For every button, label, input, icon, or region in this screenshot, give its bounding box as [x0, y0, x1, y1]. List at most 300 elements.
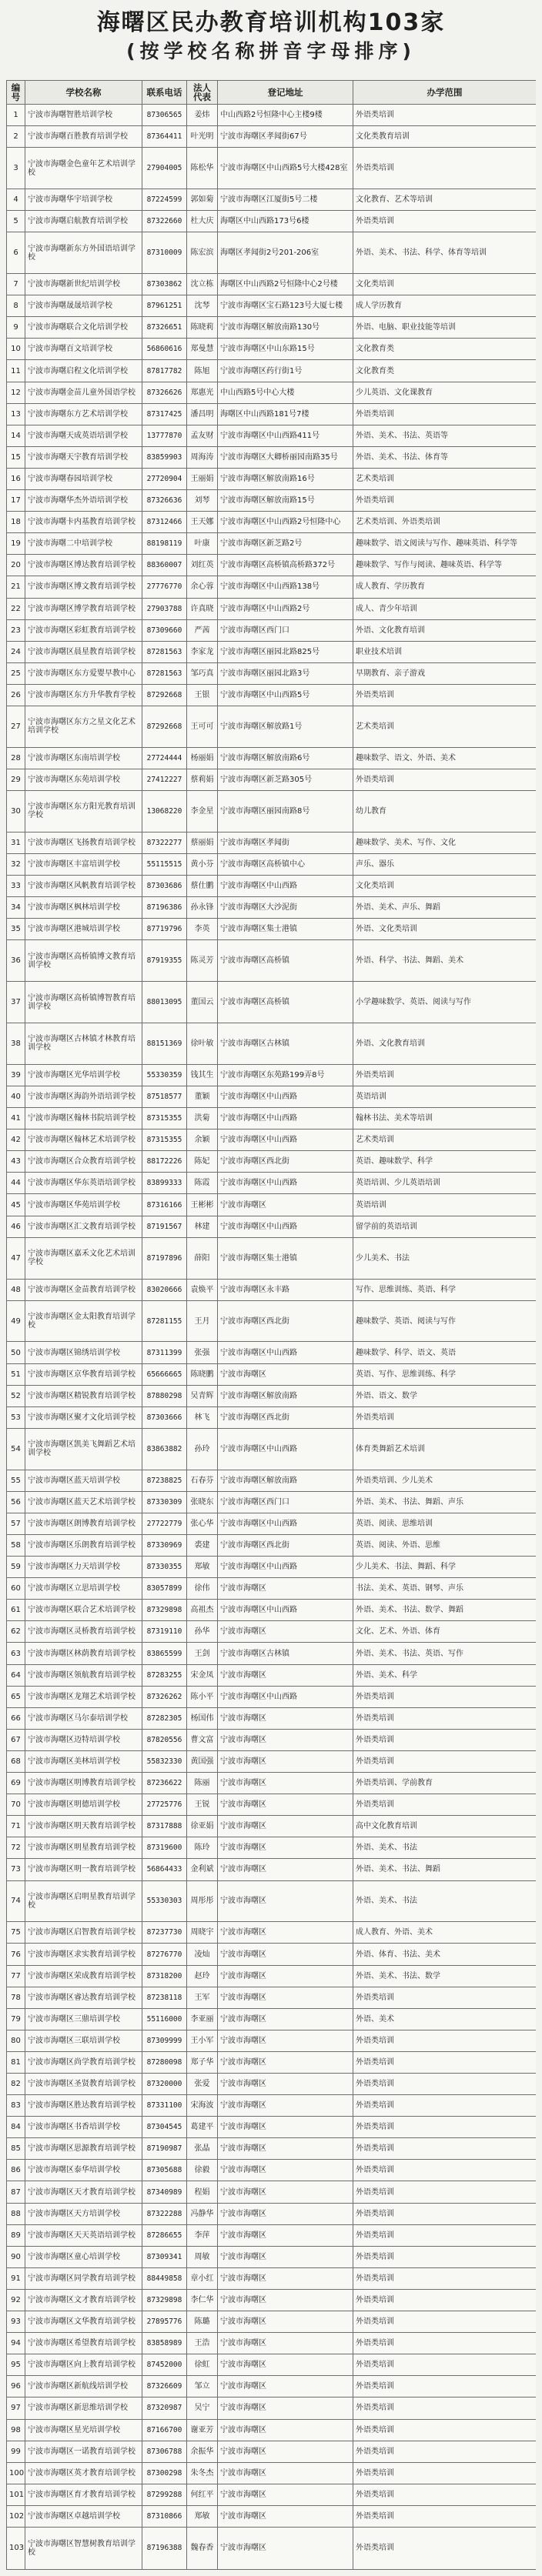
- table-row: [7, 2376, 537, 2397]
- cell-number: 81: [7, 2051, 25, 2073]
- cell-school-name: 宁波市海曙区光华培训学校: [25, 1064, 142, 1086]
- table-row: [7, 2224, 537, 2246]
- table-body: [7, 105, 537, 2570]
- cell-address: 中山西路2号恒隆中心主楼9楼: [218, 105, 353, 126]
- cell-number: 8: [7, 295, 25, 317]
- cell-school-name: 宁波市海曙区泰华培训学校: [25, 2160, 142, 2181]
- cell-number: 95: [7, 2354, 25, 2376]
- table-row: [7, 940, 537, 982]
- table-row: [7, 1064, 537, 1086]
- cell-legal-rep: 沈立栋: [187, 274, 218, 295]
- cell-address: 宁波市海曙区: [218, 2051, 353, 2073]
- cell-number: 33: [7, 876, 25, 897]
- table-row: [7, 360, 537, 382]
- table-row: [7, 2181, 537, 2203]
- cell-phone: 87196386: [142, 897, 187, 919]
- cell-address: 宁波市海曙区: [218, 2397, 353, 2419]
- cell-scope: 外语、美术、书法: [353, 1880, 537, 1922]
- cell-phone: 87310009: [142, 232, 187, 274]
- cell-school-name: 宁波市海曙区华苑培训学校: [25, 1194, 142, 1216]
- cell-phone: 87300298: [142, 2462, 187, 2484]
- cell-phone: 87364411: [142, 126, 187, 148]
- cell-legal-rep: 张晶: [187, 2138, 218, 2160]
- table-row: [7, 1385, 537, 1406]
- cell-phone: 87329898: [142, 1600, 187, 1621]
- header-legal-rep: 法人代表: [187, 81, 218, 105]
- cell-address: 宁波市海曙区古林镇: [218, 1643, 353, 1664]
- cell-number: 52: [7, 1385, 25, 1406]
- cell-scope: 外语类培训: [353, 2224, 537, 2246]
- cell-number: 15: [7, 446, 25, 468]
- table-row: [7, 446, 537, 468]
- cell-school-name: 宁波市海曙区英才教育培训学校: [25, 2462, 142, 2484]
- table-row: [7, 1108, 537, 1130]
- cell-legal-rep: 王月: [187, 1300, 218, 1342]
- cell-phone: 87331100: [142, 2095, 187, 2117]
- cell-legal-rep: 潘昌明: [187, 403, 218, 425]
- cell-phone: 87319600: [142, 1837, 187, 1859]
- table-row: [7, 2008, 537, 2030]
- cell-address: 宁波市海曙区: [218, 1707, 353, 1729]
- cell-phone: 87166700: [142, 2419, 187, 2441]
- cell-legal-rep: 王彬彬: [187, 1194, 218, 1216]
- cell-address: 宁波市海曙区: [218, 2117, 353, 2138]
- cell-legal-rep: 张爱: [187, 2074, 218, 2095]
- table-row: [7, 148, 537, 189]
- cell-school-name: 宁波市海曙区明德培训学校: [25, 1794, 142, 1816]
- cell-legal-rep: 徐虹: [187, 2354, 218, 2376]
- cell-phone: 87306565: [142, 105, 187, 126]
- cell-legal-rep: 魏春香: [187, 2527, 218, 2569]
- cell-address: 宁波市海曙区中山西路: [218, 1108, 353, 1130]
- cell-scope: 艺术类培训: [353, 706, 537, 747]
- cell-phone: 27904005: [142, 148, 187, 189]
- table-row: [7, 876, 537, 897]
- cell-school-name: 宁波市海曙区华东英语培训学校: [25, 1173, 142, 1194]
- cell-school-name: 宁波市海曙区卓越培训学校: [25, 2505, 142, 2527]
- cell-scope: 外语、美术、书法、英语等: [353, 425, 537, 446]
- cell-phone: 87326262: [142, 1686, 187, 1707]
- cell-legal-rep: 刘琴: [187, 490, 218, 512]
- cell-address: 宁波市海曙区西北街: [218, 1300, 353, 1342]
- cell-address: 宁波市海曙区中山西路: [218, 1342, 353, 1363]
- cell-scope: 外语类培训: [353, 2203, 537, 2224]
- cell-address: 宁波市海曙区: [218, 2333, 353, 2354]
- cell-address: 宁波市海曙区: [218, 2527, 353, 2569]
- cell-legal-rep: 葛建平: [187, 2117, 218, 2138]
- cell-number: 70: [7, 1794, 25, 1816]
- cell-number: 35: [7, 919, 25, 940]
- cell-address: 宁波市海曙区: [218, 2160, 353, 2181]
- table-row: [7, 1237, 537, 1279]
- cell-school-name: 宁波市海曙区高桥镇博智教育培训学校: [25, 982, 142, 1023]
- cell-scope: 外语、体育、书法、美术: [353, 1944, 537, 1965]
- cell-school-name: 宁波市海曙华宇培训学校: [25, 189, 142, 211]
- cell-phone: 87317888: [142, 1816, 187, 1837]
- table-row: [7, 1023, 537, 1065]
- cell-school-name: 宁波市海曙区凯美飞舞蹈艺术培训学校: [25, 1428, 142, 1470]
- cell-number: 51: [7, 1363, 25, 1385]
- cell-school-name: 宁波市海曙区聚才文化培训学校: [25, 1406, 142, 1428]
- cell-address: 宁波市海曙区: [218, 2203, 353, 2224]
- cell-number: 58: [7, 1535, 25, 1557]
- cell-scope: 趣味数学、写作与阅读、趣味英语、科学等: [353, 555, 537, 576]
- cell-number: 13: [7, 403, 25, 425]
- cell-school-name: 宁波市海曙东方艺术培训学校: [25, 403, 142, 425]
- cell-legal-rep: 邹立: [187, 2376, 218, 2397]
- cell-address: 宁波市海曙区丽园北路3号: [218, 662, 353, 684]
- cell-number: 63: [7, 1643, 25, 1664]
- cell-legal-rep: 董国云: [187, 982, 218, 1023]
- cell-scope: 趣味数学、科学、语文、英语: [353, 1342, 537, 1363]
- cell-legal-rep: 袁焕平: [187, 1279, 218, 1300]
- cell-legal-rep: 李金星: [187, 791, 218, 833]
- cell-legal-rep: 陈灵芳: [187, 940, 218, 982]
- cell-school-name: 宁波市海曙区思源教育培训学校: [25, 2138, 142, 2160]
- cell-number: 37: [7, 982, 25, 1023]
- cell-number: 46: [7, 1216, 25, 1237]
- cell-school-name: 宁波市海曙区金苗教育培训学校: [25, 1279, 142, 1300]
- cell-number: 85: [7, 2138, 25, 2160]
- institutions-table-wrapper: [6, 80, 536, 2570]
- cell-address: 宁波市海曙区中山西路: [218, 1557, 353, 1578]
- cell-school-name: 宁波市海曙区天才教育培训学校: [25, 2181, 142, 2203]
- cell-legal-rep: 陈宏滨: [187, 232, 218, 274]
- cell-phone: 55116000: [142, 2008, 187, 2030]
- cell-scope: 外语类培训: [353, 2267, 537, 2289]
- cell-school-name: 宁波市海曙区同学教育培训学校: [25, 2267, 142, 2289]
- cell-scope: 外语类培训: [353, 2311, 537, 2333]
- cell-school-name: 宁波市海曙区启明星教育培训学校: [25, 1880, 142, 1922]
- cell-phone: 83863882: [142, 1428, 187, 1470]
- cell-scope: 外语类培训: [353, 1750, 537, 1772]
- cell-school-name: 宁波市海曙区明星教育培训学校: [25, 1837, 142, 1859]
- cell-school-name: 宁波市海曙区文华教育培训学校: [25, 2311, 142, 2333]
- cell-scope: 外语类培训: [353, 684, 537, 706]
- cell-school-name: 宁波市海曙区博文教育培训学校: [25, 576, 142, 598]
- cell-phone: 87312466: [142, 512, 187, 533]
- cell-phone: 27895776: [142, 2311, 187, 2333]
- cell-scope: 文化教育类: [353, 339, 537, 360]
- cell-phone: 87326626: [142, 382, 187, 403]
- cell-address: 宁波市海曙区: [218, 1944, 353, 1965]
- cell-scope: 少儿美术、书法: [353, 1237, 537, 1279]
- cell-legal-rep: 杨国伟: [187, 1707, 218, 1729]
- cell-address: 宁波市海曙区: [218, 2095, 353, 2117]
- cell-address: 宁波市海曙区中山西路: [218, 1216, 353, 1237]
- cell-legal-rep: 何红平: [187, 2484, 218, 2505]
- cell-number: 31: [7, 832, 25, 853]
- cell-number: 56: [7, 1491, 25, 1513]
- table-row: [7, 2527, 537, 2569]
- cell-address: 宁波市海曙区大沙泥街: [218, 897, 353, 919]
- table-row: [7, 2074, 537, 2095]
- cell-phone: 87820556: [142, 1729, 187, 1750]
- cell-legal-rep: 李家龙: [187, 641, 218, 662]
- cell-address: 宁波市海曙区: [218, 1363, 353, 1385]
- cell-school-name: 宁波市海曙区联合艺术培训学校: [25, 1600, 142, 1621]
- cell-number: 66: [7, 1707, 25, 1729]
- cell-number: 1: [7, 105, 25, 126]
- cell-legal-rep: 宋海波: [187, 2095, 218, 2117]
- cell-phone: 87310866: [142, 2505, 187, 2527]
- table-row: [7, 1707, 537, 1729]
- cell-phone: 55330359: [142, 1064, 187, 1086]
- cell-phone: 87237730: [142, 1922, 187, 1944]
- cell-legal-rep: 王天娜: [187, 512, 218, 533]
- cell-school-name: 宁波市海曙区彩虹教育培训学校: [25, 619, 142, 641]
- cell-legal-rep: 许真晓: [187, 598, 218, 619]
- cell-school-name: 宁波市海曙区乐朗教育培训学校: [25, 1535, 142, 1557]
- cell-phone: 87276770: [142, 1944, 187, 1965]
- cell-school-name: 宁波市海曙区荣成教育培训学校: [25, 1965, 142, 1987]
- cell-scope: 外语类培训: [353, 2527, 537, 2569]
- cell-scope: 外语、文化类培训: [353, 919, 537, 940]
- table-row: [7, 1428, 537, 1470]
- cell-number: 43: [7, 1151, 25, 1173]
- cell-number: 76: [7, 1944, 25, 1965]
- cell-scope: 外语类培训、学前教育: [353, 1773, 537, 1794]
- cell-number: 69: [7, 1773, 25, 1794]
- cell-school-name: 宁波市海曙区新思维培训学校: [25, 2397, 142, 2419]
- cell-number: 79: [7, 2008, 25, 2030]
- cell-scope: 少儿美术、书法、舞蹈、科学: [353, 1557, 537, 1578]
- cell-school-name: 宁波市海曙区明博教育培训学校: [25, 1773, 142, 1794]
- table-row: [7, 232, 537, 274]
- cell-scope: 外语类培训: [353, 2505, 537, 2527]
- cell-phone: 87283255: [142, 1664, 187, 1686]
- cell-address: 宁波市海曙区: [218, 2376, 353, 2397]
- cell-scope: 外语、美术、书法、体育等: [353, 446, 537, 468]
- cell-number: 44: [7, 1173, 25, 1194]
- cell-phone: 87330355: [142, 1557, 187, 1578]
- cell-number: 18: [7, 512, 25, 533]
- cell-address: 宁波市海曙区古林镇: [218, 1023, 353, 1065]
- table-row: [7, 1216, 537, 1237]
- cell-scope: 趣味数学、英语、阅读与写作: [353, 1300, 537, 1342]
- cell-legal-rep: 吴宁: [187, 2397, 218, 2419]
- cell-school-name: 宁波市海曙天宇教育培训学校: [25, 446, 142, 468]
- cell-number: 40: [7, 1086, 25, 1108]
- cell-scope: 声乐、器乐: [353, 853, 537, 875]
- cell-phone: 87292668: [142, 684, 187, 706]
- table-row: [7, 1621, 537, 1643]
- cell-phone: 87330969: [142, 1535, 187, 1557]
- cell-school-name: 宁波市海曙区圣贤教育培训学校: [25, 2074, 142, 2095]
- cell-number: 61: [7, 1600, 25, 1621]
- cell-phone: 87303862: [142, 274, 187, 295]
- cell-legal-rep: 章小红: [187, 2267, 218, 2289]
- cell-school-name: 宁波市海曙新东方外国语培训学校: [25, 232, 142, 274]
- table-row: [7, 1342, 537, 1363]
- cell-school-name: 宁波市海曙智胜培训学校: [25, 105, 142, 126]
- cell-address: 宁波市海曙区中山西路138号: [218, 576, 353, 598]
- cell-number: 94: [7, 2333, 25, 2354]
- cell-legal-rep: 沈琴: [187, 295, 218, 317]
- cell-scope: 外语类培训: [353, 148, 537, 189]
- cell-school-name: 宁波市海曙区金太阳教育培训学校: [25, 1300, 142, 1342]
- table-row: [7, 919, 537, 940]
- cell-school-name: 宁波市海曙区希望教育培训学校: [25, 2333, 142, 2354]
- cell-address: 宁波市海曙区解放路1号: [218, 706, 353, 747]
- cell-legal-rep: 周海涛: [187, 446, 218, 468]
- cell-legal-rep: 郭如菊: [187, 189, 218, 211]
- cell-phone: 88449858: [142, 2267, 187, 2289]
- cell-legal-rep: 高祖杰: [187, 1600, 218, 1621]
- table-row: [7, 1600, 537, 1621]
- cell-phone: 87315355: [142, 1130, 187, 1151]
- cell-number: 53: [7, 1406, 25, 1428]
- cell-phone: 83865599: [142, 1643, 187, 1664]
- cell-scope: 外语类培训: [353, 105, 537, 126]
- cell-scope: 英语、写作、思维训练、科学: [353, 1363, 537, 1385]
- cell-address: 宁波市海曙区药行街1号: [218, 360, 353, 382]
- cell-scope: 外语、美术、书法、数学、舞蹈: [353, 1600, 537, 1621]
- cell-school-name: 宁波市海曙区东方之星文化艺术培训学校: [25, 706, 142, 747]
- table-row: [7, 1086, 537, 1108]
- cell-address: 宁波市海曙区中山西路2号: [218, 598, 353, 619]
- table-row: [7, 576, 537, 598]
- table-row: [7, 2030, 537, 2051]
- cell-school-name: 宁波市海曙区蓝天培训学校: [25, 1470, 142, 1491]
- cell-phone: 87299288: [142, 2484, 187, 2505]
- cell-number: 65: [7, 1686, 25, 1707]
- cell-school-name: 宁波市海曙晟晟培训学校: [25, 295, 142, 317]
- cell-number: 83: [7, 2095, 25, 2117]
- cell-phone: 87317425: [142, 403, 187, 425]
- cell-legal-rep: 王军: [187, 1987, 218, 2008]
- table-row: [7, 2419, 537, 2441]
- cell-number: 64: [7, 1664, 25, 1686]
- page-title: 海曙区民办教育培训机构103家: [96, 9, 446, 36]
- cell-phone: 83057899: [142, 1578, 187, 1600]
- cell-phone: 87316166: [142, 1194, 187, 1216]
- table-row: [7, 1859, 537, 1880]
- cell-phone: 65666665: [142, 1363, 187, 1385]
- cell-school-name: 宁波市海曙区明一教育培训学校: [25, 1859, 142, 1880]
- cell-address: 宁波市海曙区: [218, 1729, 353, 1750]
- cell-scope: 英语培训: [353, 1086, 537, 1108]
- cell-number: 42: [7, 1130, 25, 1151]
- header-phone: 联系电话: [142, 81, 187, 105]
- cell-number: 14: [7, 425, 25, 446]
- cell-scope: 外语类培训: [353, 2397, 537, 2419]
- cell-phone: 27412227: [142, 769, 187, 790]
- cell-phone: 27776770: [142, 576, 187, 598]
- cell-number: 29: [7, 769, 25, 790]
- table-row: [7, 1944, 537, 1965]
- table-row: [7, 1470, 537, 1491]
- institutions-table: [6, 80, 536, 2570]
- cell-scope: 外语类培训: [353, 2289, 537, 2311]
- table-row: [7, 295, 537, 317]
- cell-scope: 外语、文化教育培训: [353, 1023, 537, 1065]
- cell-phone: 87281155: [142, 1300, 187, 1342]
- table-row: [7, 1557, 537, 1578]
- table-row: [7, 2117, 537, 2138]
- cell-legal-rep: 凌灿: [187, 1944, 218, 1965]
- cell-number: 55: [7, 1470, 25, 1491]
- table-row: [7, 490, 537, 512]
- table-row: [7, 1686, 537, 1707]
- cell-address: 宁波市海曙区中山东路15号: [218, 339, 353, 360]
- cell-scope: 翰林书法、美术等培训: [353, 1108, 537, 1130]
- cell-scope: 文化类教育培训: [353, 126, 537, 148]
- cell-phone: 87286655: [142, 2224, 187, 2246]
- cell-number: 10: [7, 339, 25, 360]
- cell-legal-rep: 李仁华: [187, 2289, 218, 2311]
- cell-school-name: 宁波市海曙区翰林艺术培训学校: [25, 1130, 142, 1151]
- cell-legal-rep: 郑惠光: [187, 382, 218, 403]
- cell-scope: 外语类培训: [353, 2246, 537, 2267]
- cell-number: 91: [7, 2267, 25, 2289]
- cell-scope: 文化类培训: [353, 274, 537, 295]
- cell-address: 宁波市海曙区江厦街5号二楼: [218, 189, 353, 211]
- table-row: [7, 1880, 537, 1922]
- cell-school-name: 宁波市海曙金色童年艺术培训学校: [25, 148, 142, 189]
- cell-scope: 艺术类培训: [353, 468, 537, 489]
- table-row: [7, 747, 537, 769]
- cell-number: 59: [7, 1557, 25, 1578]
- cell-address: 海曙区中山西路173号6楼: [218, 211, 353, 232]
- cell-school-name: 宁波市海曙区东苑培训学校: [25, 769, 142, 790]
- cell-scope: 英语、趣味数学、科学: [353, 1151, 537, 1173]
- cell-legal-rep: 郑子华: [187, 2051, 218, 2073]
- cell-scope: 幼儿教育: [353, 791, 537, 833]
- cell-scope: 外语类培训: [353, 1987, 537, 2008]
- cell-phone: 87322288: [142, 2203, 187, 2224]
- cell-phone: 55115515: [142, 853, 187, 875]
- cell-number: 67: [7, 1729, 25, 1750]
- table-row: [7, 1578, 537, 1600]
- cell-legal-rep: 叶康: [187, 533, 218, 555]
- cell-number: 24: [7, 641, 25, 662]
- cell-scope: 外语类培训: [353, 2117, 537, 2138]
- table-row: [7, 189, 537, 211]
- table-row: [7, 1729, 537, 1750]
- cell-legal-rep: 张强: [187, 1342, 218, 1363]
- cell-legal-rep: 董颖: [187, 1086, 218, 1108]
- cell-phone: 87719796: [142, 919, 187, 940]
- cell-school-name: 宁波市海曙区书香培训学校: [25, 2117, 142, 2138]
- cell-address: 宁波市海曙区: [218, 1859, 353, 1880]
- table-row: [7, 832, 537, 853]
- cell-phone: 87309999: [142, 2030, 187, 2051]
- table-row: [7, 1130, 537, 1151]
- cell-legal-rep: 郑曼慧: [187, 339, 218, 360]
- cell-phone: 87340989: [142, 2181, 187, 2203]
- table-row: [7, 2267, 537, 2289]
- cell-school-name: 宁波市海曙区港城培训学校: [25, 919, 142, 940]
- cell-number: 62: [7, 1621, 25, 1643]
- table-row: [7, 339, 537, 360]
- cell-address: 宁波市海曙区: [218, 2030, 353, 2051]
- cell-legal-rep: 陈松华: [187, 148, 218, 189]
- cell-legal-rep: 钱其生: [187, 1064, 218, 1086]
- cell-scope: 成人、青少年培训: [353, 598, 537, 619]
- cell-number: 39: [7, 1064, 25, 1086]
- cell-address: 宁波市海曙区中山西路5号大楼428室: [218, 148, 353, 189]
- cell-scope: 文化类培训: [353, 876, 537, 897]
- cell-scope: 外语类培训: [353, 2484, 537, 2505]
- cell-address: 宁波市海曙区中山西路411号: [218, 425, 353, 446]
- cell-legal-rep: 宋金凤: [187, 1664, 218, 1686]
- cell-phone: 87817782: [142, 360, 187, 382]
- cell-scope: 少儿英语、文化课教育: [353, 382, 537, 403]
- cell-number: 38: [7, 1023, 25, 1065]
- table-row: [7, 706, 537, 747]
- cell-scope: 外语类培训: [353, 2138, 537, 2160]
